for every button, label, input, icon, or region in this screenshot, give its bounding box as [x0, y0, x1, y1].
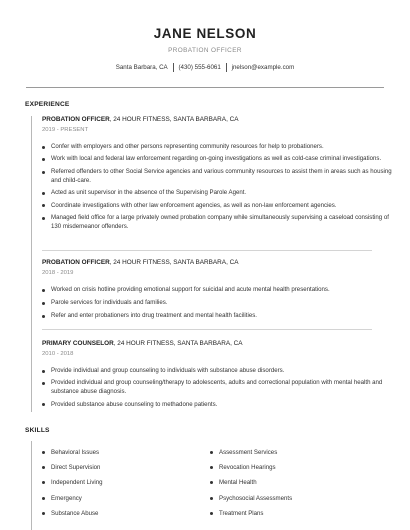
job-divider: [42, 250, 372, 251]
job-bullet: Referred offenders to other Social Service agencies and various community resources to assist them in areas such as housing and child-care.: [42, 168, 392, 185]
job-bullets: [42, 143, 392, 231]
contact-email: jnelson@example.com: [231, 64, 295, 72]
job-bullet: Work with local and federal law enforcement regarding on-going investigations as well as cold-case criminal investigations.: [42, 155, 392, 164]
skill-item: Assessment Services: [210, 445, 292, 460]
job-divider: [42, 329, 372, 330]
job-entry: [42, 259, 392, 321]
job-bullet: Provide individual and group counseling to individuals with substance abuse disorders.: [42, 367, 392, 376]
header-divider: [26, 87, 384, 88]
job-bullet: Provided substance abuse counseling to methadone patients.: [42, 401, 392, 410]
job-employer: , 24 HOUR FITNESS, SANTA BARBARA, CA: [113, 340, 243, 347]
resume-header: [0, 0, 410, 72]
experience-heading: EXPERIENCE: [25, 101, 70, 108]
skill-item: Direct Supervision: [42, 460, 103, 475]
skill-item: Psychosocial Assessments: [210, 491, 292, 506]
job-heading: [42, 340, 392, 348]
job-bullet: Worked on crisis hotline providing emotional support for suicidal and acute mental health presentations.: [42, 286, 392, 295]
skill-item: Emergency: [42, 491, 103, 506]
skill-item: Independent Living: [42, 475, 103, 490]
job-bullet: Refer and enter probationers into drug treatment and mental health facilities.: [42, 312, 392, 321]
contact-line: [0, 63, 410, 72]
skill-item: Revocation Hearings: [210, 460, 292, 475]
job-role: PROBATION OFFICER: [42, 116, 110, 123]
job-role: PROBATION OFFICER: [42, 259, 110, 266]
skills-section: [31, 441, 392, 530]
contact-separator: [173, 63, 174, 72]
job-bullet: Acted as unit supervisor in the absence of the Supervising Parole Agent.: [42, 189, 392, 198]
experience-section: [31, 116, 392, 412]
skill-item: Treatment Plans: [210, 506, 292, 521]
job-bullets: [42, 286, 392, 321]
skill-item: Behavioral Issues: [42, 445, 103, 460]
contact-separator: [226, 63, 227, 72]
job-bullet: Parole services for individuals and families.: [42, 299, 392, 308]
skills-list-right: [210, 445, 292, 521]
job-bullet: Provided individual and group counseling/therapy to adolescents, adults and correctional population with mental health and substance abuse diagnosis.: [42, 379, 392, 396]
job-bullet: Confer with employers and other persons representing community resources for help to probationers.: [42, 143, 392, 152]
skill-item: Substance Abuse: [42, 506, 103, 521]
job-role: PRIMARY COUNSELOR: [42, 340, 114, 347]
job-bullet: Managed field office for a large privately owned probation company while simultaneously supervising a caseload consisting of 130 misdemeanor offenders.: [42, 214, 392, 231]
job-employer: , 24 HOUR FITNESS, SANTA BARBARA, CA: [109, 116, 239, 123]
job-bullet: Coordinate investigations with other law enforcement agencies, as well as non-law enforcement agencies.: [42, 202, 392, 211]
job-dates: 2010 - 2018: [42, 351, 74, 357]
job-bullets: [42, 367, 392, 409]
contact-location: Santa Barbara, CA: [115, 64, 168, 72]
job-dates: 2019 - PRESENT: [42, 127, 89, 133]
skills-list-left: [42, 445, 103, 521]
contact-phone: (430) 555-6061: [178, 64, 221, 72]
skills-heading: SKILLS: [25, 427, 50, 434]
job-heading: [42, 116, 392, 124]
job-entry: [42, 340, 392, 409]
candidate-title: PROBATION OFFICER: [168, 47, 242, 54]
job-employer: , 24 HOUR FITNESS, SANTA BARBARA, CA: [109, 259, 239, 266]
job-heading: [42, 259, 392, 267]
candidate-name: JANE NELSON: [153, 26, 257, 41]
job-entry: [42, 116, 392, 231]
skill-item: Mental Health: [210, 475, 292, 490]
job-dates: 2018 - 2019: [42, 270, 74, 276]
